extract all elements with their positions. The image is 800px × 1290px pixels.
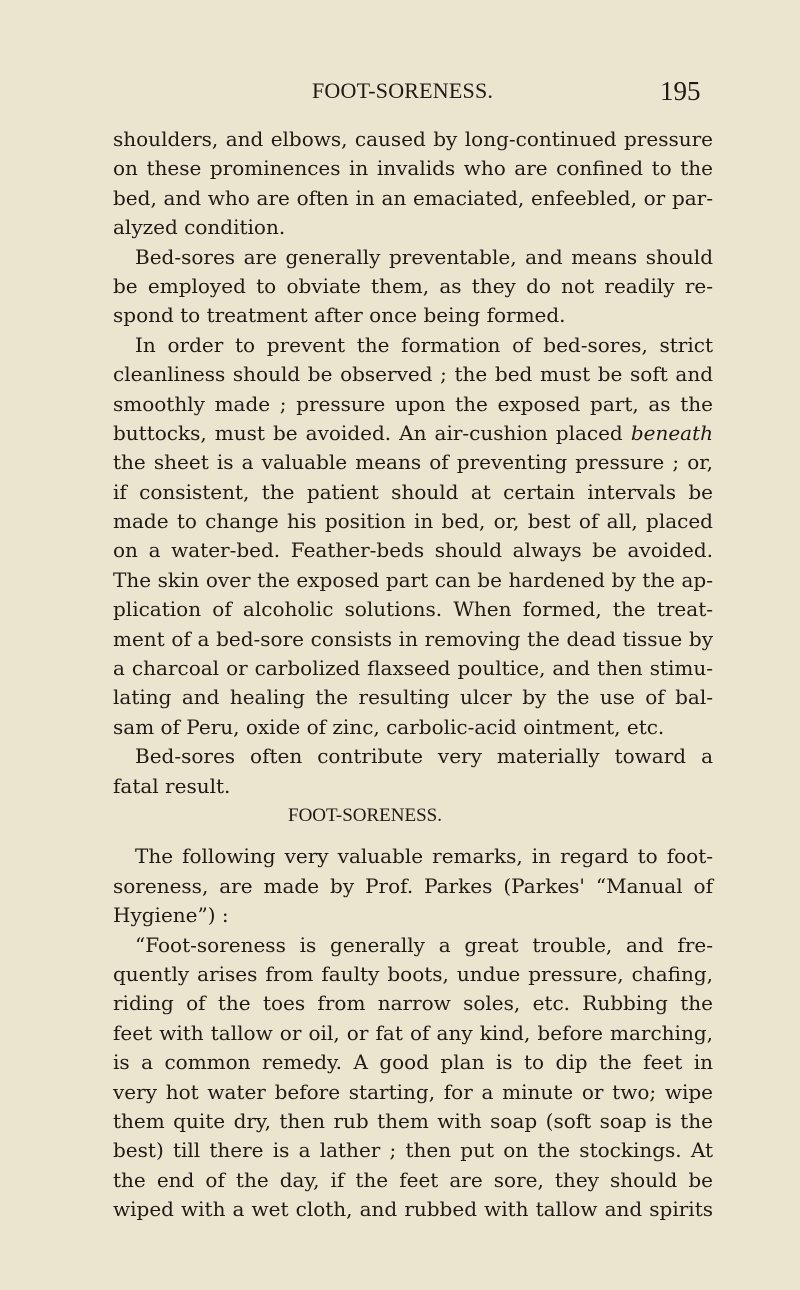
text-line: on these prominences in invalids who are confined to the <box>113 156 713 181</box>
text-line: soreness, are made by Prof. Parkes (Parkes' “Manual of <box>113 873 713 898</box>
running-head <box>0 76 800 110</box>
text-line: spond to treatment after once being formed. <box>113 303 566 328</box>
section-heading: FOOT-SORENESS. <box>288 804 442 826</box>
text-line: The skin over the exposed part can be hardened by the ap- <box>113 567 713 592</box>
page-number: 195 <box>660 76 701 106</box>
text-line: be employed to obviate them, as they do not readily re- <box>113 273 713 298</box>
text-segment: buttocks, must be avoided. An air-cushion placed <box>113 420 623 445</box>
text-line: Bed-sores often contribute very materially toward a <box>135 744 713 769</box>
text-line: the end of the day, if the feet are sore, they should be <box>113 1167 713 1192</box>
text-line: wiped with a wet cloth, and rubbed with tallow and spirits <box>113 1197 713 1222</box>
text-line: Hygiene”) : <box>113 903 229 928</box>
text-line: alyzed condition. <box>113 215 286 240</box>
text-line: the sheet is a valuable means of preventing pressure ; or, <box>113 450 713 475</box>
text-line: In order to prevent the formation of bed-sores, strict <box>135 332 713 357</box>
text-line: if consistent, the patient should at certain intervals be <box>113 479 713 504</box>
text-line-with-italic <box>113 419 713 448</box>
text-line: bed, and who are often in an emaciated, enfeebled, or par- <box>113 185 713 210</box>
text-line: is a common remedy. A good plan is to dip the feet in <box>113 1050 713 1075</box>
text-line: plication of alcoholic solutions. When formed, the treat- <box>113 597 713 622</box>
text-line: smoothly made ; pressure upon the exposed part, as the <box>113 391 713 416</box>
text-line: fatal result. <box>113 773 231 798</box>
text-line: made to change his position in bed, or, best of all, placed <box>113 509 713 534</box>
text-line: Bed-sores are generally preventable, and means should <box>135 244 713 269</box>
text-line: feet with tallow or oil, or fat of any kind, before marching, <box>113 1020 713 1045</box>
text-line: them quite dry, then rub them with soap (soft soap is the <box>113 1108 713 1133</box>
text-line: quently arises from faulty boots, undue pressure, chafing, <box>113 961 713 986</box>
text-line: very hot water before starting, for a minute or two; wipe <box>113 1079 713 1104</box>
text-line: cleanliness should be observed ; the bed must be soft and <box>113 362 713 387</box>
italic-word: beneath <box>630 420 714 445</box>
text-line: “Foot-soreness is generally a great trouble, and fre- <box>135 932 713 957</box>
text-line: best) till there is a lather ; then put on the stockings. At <box>113 1138 713 1163</box>
text-line: ment of a bed-sore consists in removing the dead tissue by <box>113 626 713 651</box>
text-line: sam of Peru, oxide of zinc, carbolic-acid ointment, etc. <box>113 714 665 739</box>
text-line: The following very valuable remarks, in regard to foot- <box>135 844 713 869</box>
text-line: on a water-bed. Feather-beds should always be avoided. <box>113 538 713 563</box>
text-line: shoulders, and elbows, caused by long-continued pressure <box>113 127 713 151</box>
text-line: lating and healing the resulting ulcer by the use of bal- <box>113 685 713 710</box>
text-line: riding of the toes from narrow soles, etc. Rubbing the <box>113 991 713 1016</box>
running-title: FOOT-SORENESS. <box>312 78 494 103</box>
body-text <box>113 125 713 1224</box>
heading-spacer <box>113 830 713 842</box>
text-line: a charcoal or carbolized flaxseed poultice, and then stimu- <box>113 656 713 681</box>
